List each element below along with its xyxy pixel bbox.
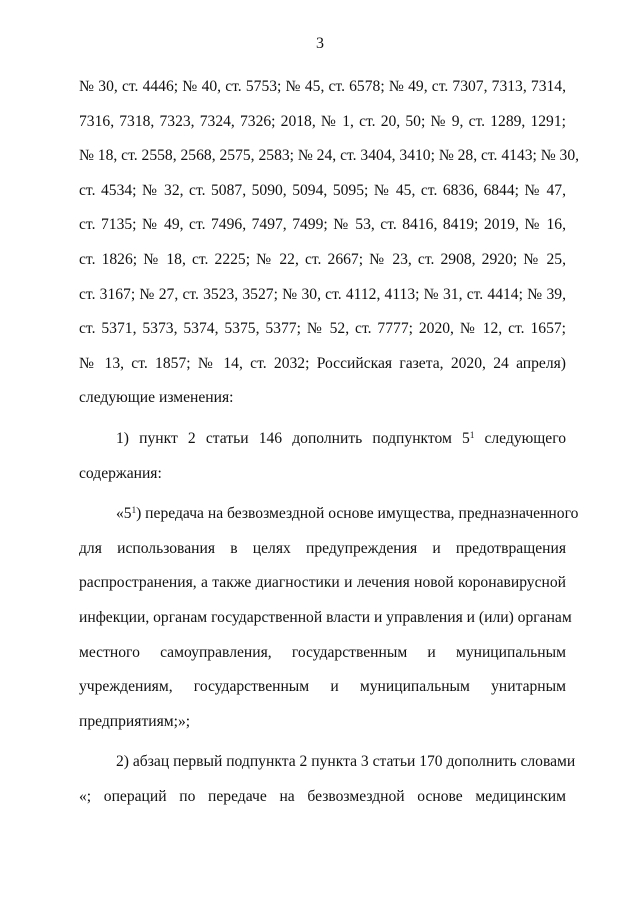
superscript: 1 [131, 505, 137, 516]
text-line: № 30, ст. 4446; № 40, ст. 5753; № 45, ст. 6578; № 49, ст. 7307, 7313, 7314, [79, 78, 566, 95]
text-segment: 1) пункт 2 статьи 146 дополнить подпунктом 5 [116, 429, 470, 447]
document-body [79, 70, 580, 814]
superscript: 1 [469, 429, 475, 440]
text-line: 2) абзац первый подпункта 2 пункта 3 статьи 170 дополнить словами [116, 753, 576, 771]
text-line: ст. 7135; № 49, ст. 7496, 7497, 7499; № 53, ст. 8416, 8419; 2019, № 16, [79, 216, 566, 234]
text-line: ст. 1826; № 18, ст. 2225; № 22, ст. 2667; № 23, ст. 2908, 2920; № 25, [79, 250, 566, 268]
text-line: «; операций по передаче на безвозмездной основе медицинским [79, 787, 566, 805]
text-line: инфекции, органам государственной власти и управления и (или) органам [79, 608, 572, 626]
text-line: ст. 3167; № 27, ст. 3523, 3527; № 30, ст. 4112, 4113; № 31, ст. 4414; № 39, [79, 285, 566, 303]
text-line: учреждениям, государственным и муниципальным унитарным [79, 678, 566, 696]
text-line [79, 497, 579, 532]
page-number: 3 [316, 35, 324, 52]
text-segment: «5 [116, 505, 132, 523]
text-line: № 18, ст. 2558, 2568, 2575, 2583; № 24, ст. 3404, 3410; № 28, ст. 4143; № 30, [79, 147, 580, 165]
text-line: ст. 4534; № 32, ст. 5087, 5090, 5094, 5095; № 45, ст. 6836, 6844; № 47, [79, 181, 566, 199]
text-line: местного самоуправления, государственным и муниципальным [79, 643, 566, 661]
text-line: ст. 5371, 5373, 5374, 5375, 5377; № 52, ст. 7777; 2020, № 12, ст. 1657; [79, 320, 566, 338]
text-line: 7316, 7318, 7323, 7324, 7326; 2018, № 1, ст. 20, 50; № 9, ст. 1289, 1291; [79, 112, 566, 130]
text-line: предприятиям;»; [79, 712, 191, 730]
text-segment: ) передача на безвозмездной основе имущества, предназначенного [136, 505, 579, 523]
text-line: для использования в целях предупреждения и предотвращения [79, 539, 566, 557]
text-line: следующие изменения: [79, 389, 234, 407]
text-line: распространения, а также диагностики и лечения новой коронавирусной [79, 574, 566, 592]
text-segment: следующего [474, 429, 566, 447]
text-line: № 13, ст. 1857; № 14, ст. 2032; Российская газета, 2020, 24 апреля) [79, 354, 566, 372]
text-line: содержания: [79, 464, 162, 482]
text-line [79, 422, 566, 457]
